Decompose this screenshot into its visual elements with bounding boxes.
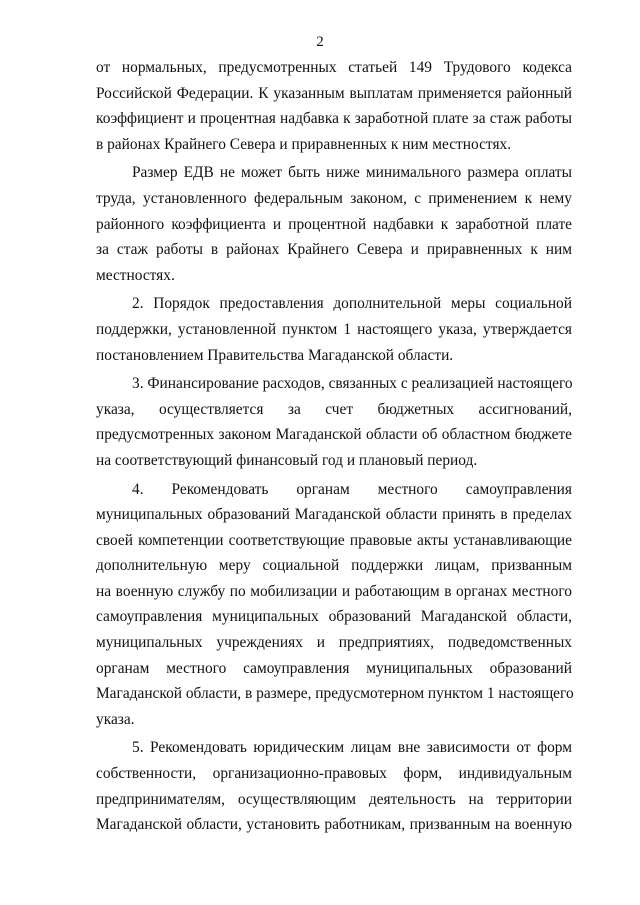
paragraph-item-4 <box>96 477 572 733</box>
text-line: местностях. <box>96 266 175 284</box>
text-line: органам местного самоуправления муниципальных образований <box>96 659 572 677</box>
text-line: в районах Крайнего Севера и приравненных к ним местностях. <box>96 135 512 153</box>
paragraph-continuation <box>96 55 572 157</box>
text-line: на военную службу по мобилизации и работающим в органах местного <box>96 582 572 600</box>
text-line: своей компетенции соответствующие правовые акты устанавливающие <box>96 531 572 549</box>
text-line: предусмотренных законом Магаданской области об областном бюджете <box>96 426 572 444</box>
paragraph-item-5 <box>96 735 572 837</box>
paragraph-item-2 <box>96 291 572 368</box>
text-line: дополнительную меру социальной поддержки лицам, призванным <box>96 557 572 575</box>
text-line: 2. Порядок предоставления дополнительной меры социальной <box>132 295 572 313</box>
text-line: поддержки, установленной пунктом 1 настоящего указа, утверждается <box>96 320 572 338</box>
text-line: 5. Рекомендовать юридическим лицам вне зависимости от форм <box>132 739 572 757</box>
text-line: указа, осуществляется за счет бюджетных ассигнований, <box>96 400 572 418</box>
text-line: Российской Федерации. К указанным выплатам применяется районный <box>96 84 572 102</box>
text-line: от нормальных, предусмотренных статьей 149 Трудового кодекса <box>96 59 572 76</box>
text-line: самоуправления муниципальных образований Магаданской области, <box>96 608 572 626</box>
text-line: 4. Рекомендовать органам местного самоуправления <box>132 480 572 498</box>
text-line: постановлением Правительства Магаданской области. <box>96 346 454 364</box>
text-line: районного коэффициента и процентной надбавки к заработной плате <box>96 215 572 233</box>
text-line: Магаданской области, установить работникам, призванным на военную <box>96 816 572 834</box>
paragraph-item-3 <box>96 371 572 473</box>
text-line: собственности, организационно-правовых форм, индивидуальным <box>96 765 572 783</box>
text-line: предпринимателям, осуществляющим деятельность на территории <box>96 790 572 808</box>
text-line: муниципальных учреждениях и предприятиях, подведомственных <box>96 634 572 652</box>
text-line: Размер ЕДВ не может быть ниже минимального размера оплаты <box>132 164 572 182</box>
text-line: за стаж работы в районах Крайнего Севера и приравненных к ним <box>96 241 572 259</box>
document-body <box>96 55 572 841</box>
text-line: муниципальных образований Магаданской области принять в пределах <box>96 506 572 524</box>
text-line: на соответствующий финансовый год и плановый период. <box>96 451 478 469</box>
text-line: коэффициент и процентная надбавка к заработной плате за стаж работы <box>96 110 572 128</box>
page-number: 2 <box>316 34 324 50</box>
text-line: указа. <box>96 710 135 728</box>
paragraph-edv-minimum <box>96 160 572 288</box>
text-line: 3. Финансирование расходов, связанных с реализацией настоящего <box>132 375 573 393</box>
text-line: Магаданской области, в размере, предусмотерном пунктом 1 настоящего <box>96 685 574 703</box>
text-line: труда, установленного федеральным законом, с применением к нему <box>96 189 572 207</box>
